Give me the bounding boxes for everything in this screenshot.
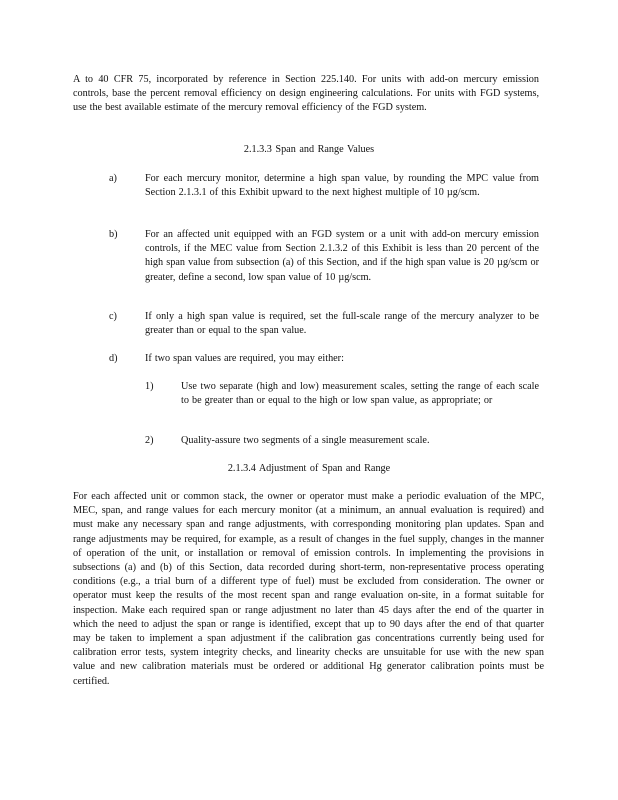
list-label: a) (109, 173, 117, 184)
sub-list-text: Use two separate (high and low) measurement scales, setting the range of each scale to be greater than or equal to the high or low span value, as appropriate; or (181, 381, 539, 407)
section-heading-span-range: 2.1.3.3 Span and Range Values (243, 144, 375, 155)
sub-list-label: 2) (145, 435, 154, 446)
list-text: For each mercury monitor, determine a high span value, by rounding the MPC value from Section 2.1.3.1 of this Exhibit upward to the next highest multiple of 10 µg/scm. (145, 173, 539, 199)
intro-paragraph: A to 40 CFR 75, incorporated by reference in Section 225.140. For units with add-on mercury emission controls, base the percent removal efficiency on design engineering calculations. For units with FGD systems, use the best available estimate of the mercury removal efficiency of the FGD system. (73, 74, 539, 114)
list-label: d) (109, 353, 118, 364)
section-heading-adjustment: 2.1.3.4 Adjustment of Span and Range (227, 463, 391, 474)
list-label: c) (109, 311, 117, 322)
sub-list-text: Quality-assure two segments of a single measurement scale. (181, 435, 430, 446)
list-label: b) (109, 229, 118, 240)
list-text: For an affected unit equipped with an FGD system or a unit with add-on mercury emission controls, if the MEC value from Section 2.1.3.2 of this Exhibit is less than 20 percent of the high span value from subsection (a) of this Section, and if the high span value is 20 µg/scm or greater, define a second, low span value of 10 µg/scm. (145, 229, 539, 283)
list-text: If only a high span value is required, set the full-scale range of the mercury analyzer to be greater than or equal to the span value. (145, 311, 539, 337)
adjustment-paragraph: For each affected unit or common stack, the owner or operator must make a periodic evaluation of the MPC, MEC, span, and range values for each mercury monitor (at a minimum, an annual evaluation is required) and must make any necessary span and range adjustments, with corresponding monitoring plan updates. Span and range adjustments may be required, for example, as a result of changes in the fuel supply, changes in the manner of operation of the unit, or installation or removal of emission controls. In implementing the provisions in subsections (a) and (b) of this Section, data recorded during short-term, non-representative process operating conditions (e.g., a trial burn of a different type of fuel) must be excluded from consideration. The owner or operator must keep the results of the most recent span and range evaluation on-site, in a format suitable for inspection. Make each required span or range adjustment no later than 45 days after the end of the quarter in which the need to adjust the span or range is identified, except that up to 90 days after the end of that quarter may be taken to implement a span adjustment if the calibration gas concentrations currently being used for calibration error tests, system integrity checks, and linearity checks are unsuitable for use with the new span value and new calibration materials must be ordered or additional Hg generator calibration points must be certified. (73, 491, 544, 687)
sub-list-label: 1) (145, 381, 154, 392)
list-text: If two span values are required, you may either: (145, 353, 344, 364)
